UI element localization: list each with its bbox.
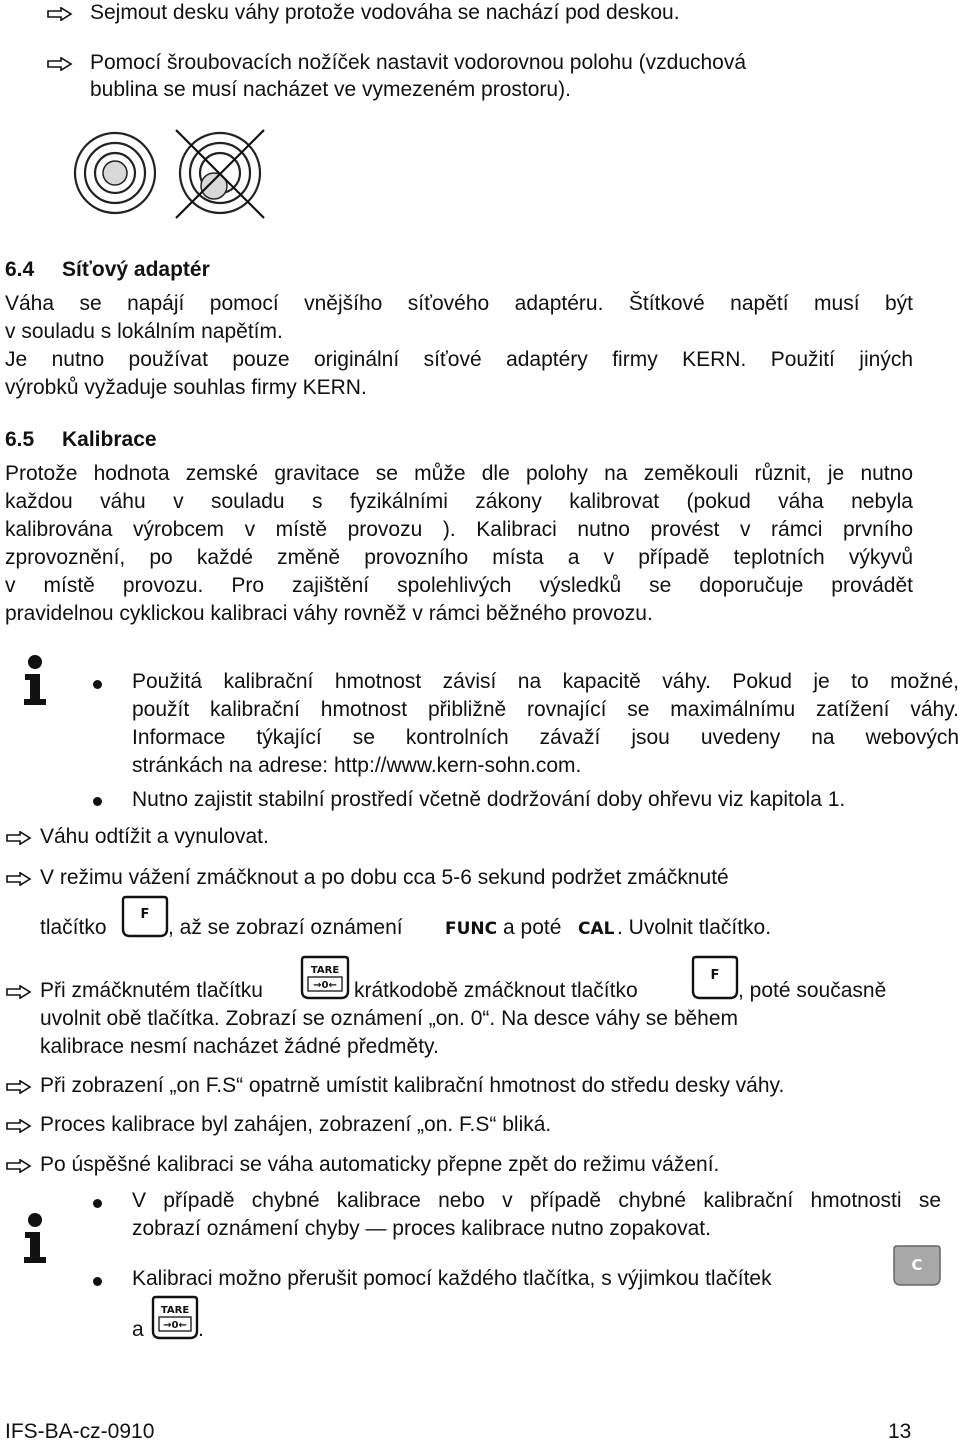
bullet-icon [93,1199,102,1208]
section-title: Kalibrace [62,428,157,451]
paragraph-line: Je nutno používat pouze originální síťové adaptéry firmy KERN. Použití jiných [5,348,913,371]
arrow-icon [6,1119,32,1133]
section-number: 6.4 [5,258,35,281]
step-text: tlačítko [40,916,107,939]
tare-key-label: TARE [160,1305,190,1316]
zero-key-label: →0← [313,980,337,991]
paragraph-line: výrobků vyžaduje souhlas firmy KERN. [5,376,367,399]
step-text: kalibrace nesmí nacházet žádné předměty. [40,1035,439,1058]
info-text-line: . [198,1318,204,1341]
section-number: 6.5 [5,428,35,451]
step-text: , až se zobrazí oznámení [168,916,403,939]
paragraph-line: každou váhu v souladu s fyzikálními zákony kalibrovat (pokud váha nebyla [5,490,913,513]
bullet-icon [93,1277,102,1286]
paragraph-line: kalibrována výrobcem v místě provozu ). Kalibraci nutno provést v rámci prvního [5,518,913,541]
info-text-line: Informace týkající se kontrolních závaží jsou uvedeny na webových [132,726,959,749]
info-text-line: zobrazí oznámení chyby — proces kalibrace nutno zopakovat. [132,1217,711,1240]
step-level-line2: bublina se musí nacházet ve vymezeném prostoru). [90,78,571,101]
c-key-icon [892,1244,942,1294]
info-text-line: Kalibraci možno přerušit pomocí každého tlačítka, s výjimkou tlačítek [132,1267,772,1290]
bullet-icon [93,797,102,806]
step-text: krátkodobě zmáčknout tlačítko [354,979,638,1002]
step-text: Po úspěšné kalibraci se váha automaticky přepne zpět do režimu vážení. [40,1153,720,1176]
step-text: Váhu odtížit a vynulovat. [40,825,269,848]
arrow-icon [6,831,32,845]
info-text-line: V případě chybné kalibrace nebo v případě chybné kalibrační hmotnosti se [132,1189,941,1212]
info-text-line: Použitá kalibrační hmotnost závisí na kapacitě váhy. Pokud je to možné, [132,670,959,693]
arrow-icon [6,1159,32,1173]
info-text-line: stránkách na adrese: http://www.kern-sohn.com. [132,754,582,777]
bubble-correct-icon [75,133,155,213]
step-level-line1: Pomocí šroubovacích nožíček nastavit vodorovnou polohu (vzduchová [90,51,747,74]
arrow-icon [6,1080,32,1094]
info-icon [22,1212,50,1264]
arrow-icon [47,7,73,21]
f-key-icon [691,955,739,1007]
paragraph-line: v souladu s lokálním napětím. [5,320,283,343]
info-text-line: použít kalibrační hmotnost přibližně rovnající se maximálnímu zatížení váhy. [132,698,959,721]
level-bubble-diagram [72,128,272,222]
footer-doc-id: IFS-BA-cz-0910 [5,1420,155,1443]
paragraph-line: pravidelnou cyklickou kalibraci váhy rovněž v rámci běžného provozu. [5,602,653,625]
step-text: V režimu vážení zmáčknout a po dobu cca 5-6 sekund podržet zmáčknuté [40,866,729,889]
display-message: CAL [578,919,615,939]
step-text: uvolnit obě tlačítka. Zobrazí se oznámení „on. 0“. Na desce váhy se během [40,1007,739,1030]
arrow-icon [6,985,32,999]
step-text: Při zmáčknutém tlačítku [40,979,263,1002]
paragraph-line: Protože hodnota zemské gravitace se může dle polohy na zeměkouli různit, je nutno [5,462,913,485]
info-icon [22,654,50,706]
step-text: Proces kalibrace byl zahájen, zobrazení „on. F.S“ bliká. [40,1113,552,1136]
c-key-label: C [911,1256,923,1274]
step-remove-plate: Sejmout desku váhy protože vodováha se nachází pod deskou. [90,1,680,24]
footer-page-number: 13 [888,1420,912,1443]
paragraph-line: v místě provozu. Pro zajištění spolehlivých výsledků se doporučuje provádět [5,574,913,597]
paragraph-line: zprovoznění, po každé změně provozního místa a v případě teplotních výkyvů [5,546,913,569]
step-text: . Uvolnit tlačítko. [617,916,772,939]
info-text-line: Nutno zajistit stabilní prostředí včetně dodržování doby ohřevu viz kapitola 1. [132,788,846,811]
step-text: a poté [503,916,562,939]
f-key-label: F [140,907,150,922]
step-text: Při zobrazení „on F.S“ opatrně umístit kalibrační hmotnost do středu desky váhy. [40,1074,785,1097]
tare-key-icon [300,955,350,1007]
arrow-icon [47,57,73,71]
tare-key-label: TARE [310,965,340,976]
f-key-label: F [710,968,720,983]
bubble-incorrect-icon [176,130,264,218]
info-text-line: a [132,1318,144,1341]
tare-key-icon [151,1295,199,1347]
section-title: Síťový adaptér [62,258,210,281]
bullet-icon [93,680,102,689]
paragraph-line: Váha se napájí pomocí vnějšího síťového adaptéru. Štítkové napětí musí být [5,292,913,315]
zero-key-label: →0← [163,1320,187,1331]
step-text: , poté současně [738,979,887,1002]
f-key-icon [121,895,169,945]
arrow-icon [6,872,32,886]
display-message: FUNC [445,919,498,939]
